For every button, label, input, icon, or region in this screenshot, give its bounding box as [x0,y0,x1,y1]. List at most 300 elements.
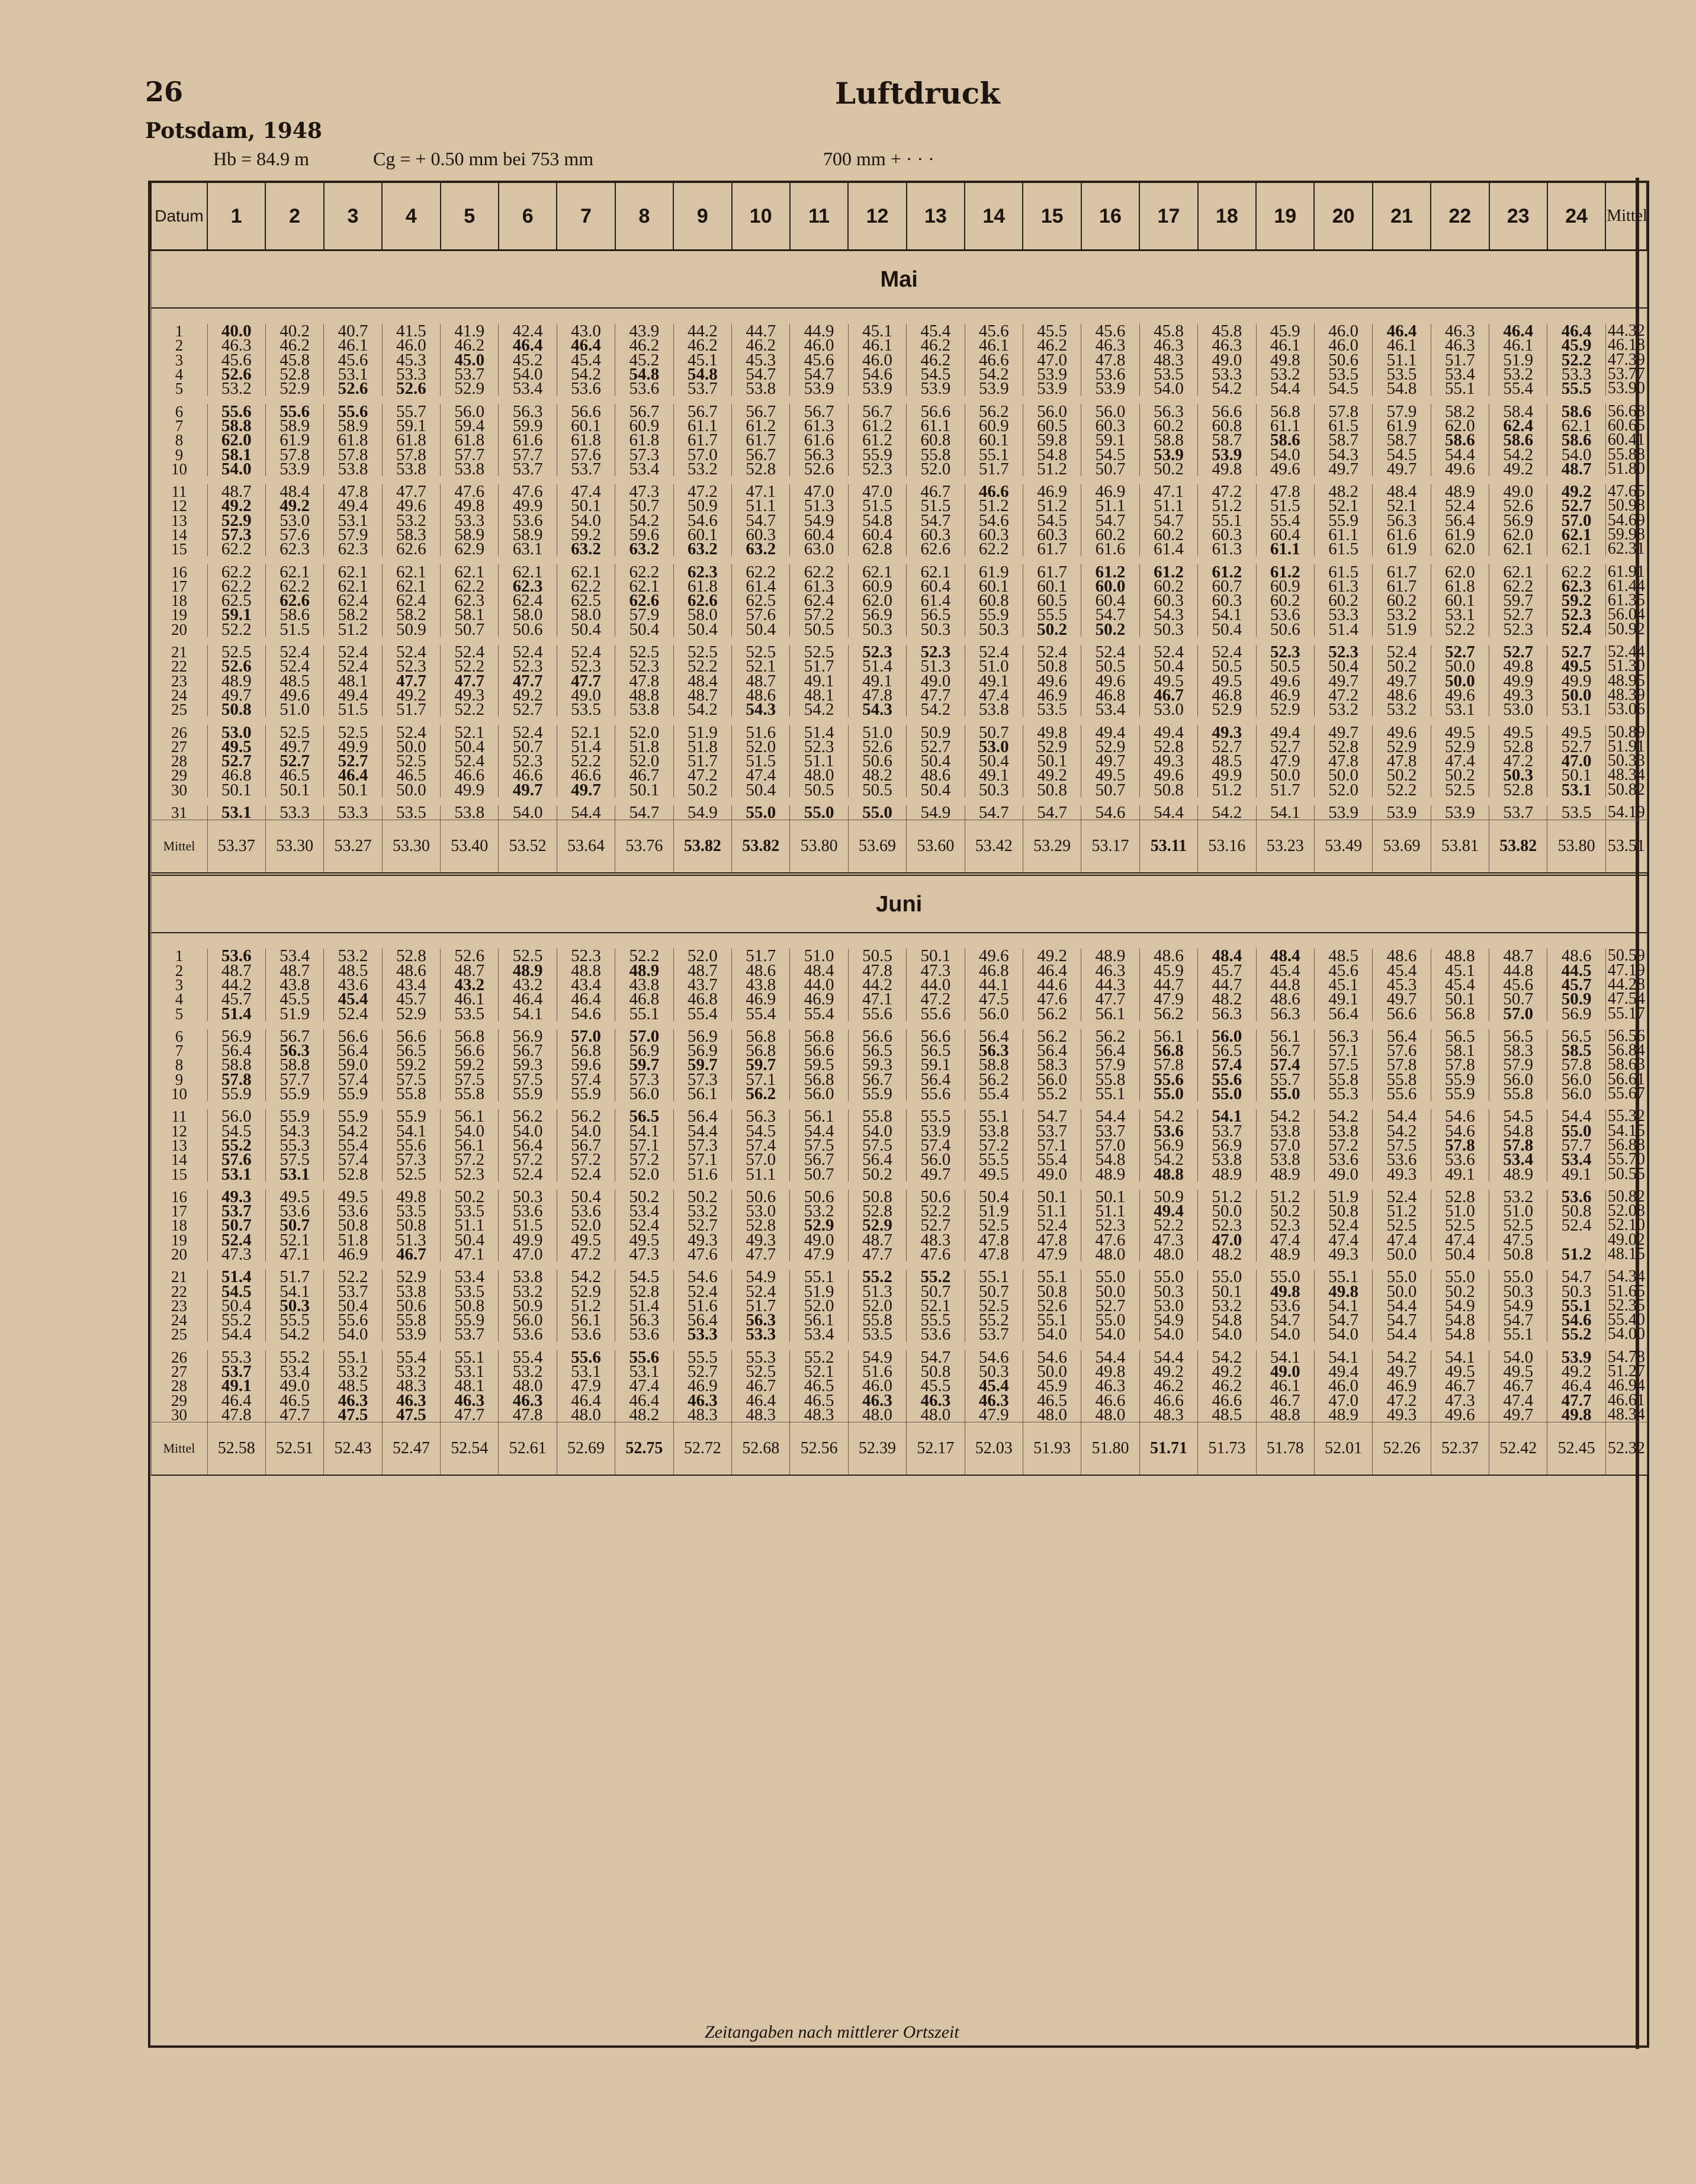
day-number: 26 [151,725,207,739]
pressure-value: 50.8 [1547,1204,1605,1218]
hourly-mean: 52.61 [499,1422,557,1476]
day-number: 21 [151,1270,207,1284]
pressure-value: 54.0 [1256,1327,1314,1341]
pressure-value: 46.9 [1023,688,1081,702]
pressure-value: 53.9 [1373,805,1431,820]
pressure-value: 46.9 [1373,1379,1431,1393]
pressure-value: 58.7 [1198,433,1256,447]
pressure-value: 50.3 [848,622,906,637]
pressure-value: 54.6 [557,1006,615,1020]
daily-mean: 46.94 [1605,1379,1647,1393]
pressure-value: 53.0 [965,740,1023,754]
pressure-value: 46.7 [1489,1379,1547,1393]
pressure-value: 52.8 [1431,1190,1489,1204]
daily-mean: 48.95 [1605,674,1647,688]
pressure-value: 52.2 [1431,622,1489,637]
pressure-value: 57.3 [615,1072,673,1087]
pressure-value: 57.3 [382,1152,440,1167]
pressure-value: 54.2 [1198,1350,1256,1364]
pressure-value: 53.4 [1547,1152,1605,1167]
pressure-value: 56.4 [1373,1029,1431,1043]
pressure-value: 53.6 [615,1327,673,1341]
hourly-mean: 52.58 [207,1422,265,1476]
daily-mean: 54.78 [1605,1350,1647,1364]
pressure-value: 49.0 [790,1233,848,1247]
pressure-value: 44.2 [848,978,906,992]
pressure-value: 52.3 [499,659,557,673]
pressure-value: 47.7 [441,674,499,688]
pressure-value: 54.8 [1431,1313,1489,1327]
pressure-value: 47.8 [207,1408,265,1422]
pressure-value: 53.6 [1373,1152,1431,1167]
pressure-value: 58.9 [265,419,323,433]
pressure-value: 55.6 [907,1006,965,1020]
pressure-value: 50.2 [848,1167,906,1181]
pressure-value: 54.2 [324,1123,382,1138]
pressure-value: 54.7 [790,367,848,381]
pressure-value: 53.1 [207,1167,265,1181]
pressure-value: 55.9 [265,1087,323,1101]
pressure-value: 46.7 [732,1379,790,1393]
pressure-value: 47.9 [790,1247,848,1261]
pressure-value: 54.1 [1256,805,1314,820]
daily-mean: 51.80 [1605,462,1647,476]
pressure-value: 53.6 [324,1204,382,1218]
pressure-value: 52.4 [1023,1218,1081,1232]
pressure-value: 54.2 [1256,1109,1314,1123]
pressure-value: 55.6 [848,1006,906,1020]
daily-mean: 50.59 [1605,949,1647,963]
pressure-value: 56.4 [673,1109,731,1123]
pressure-value: 50.0 [1314,768,1372,782]
pressure-value: 44.8 [1256,978,1314,992]
pressure-value: 62.1 [1547,419,1605,433]
day-number: 16 [151,1190,207,1204]
day-number: 13 [151,513,207,528]
pressure-value: 54.7 [1023,805,1081,820]
pressure-value: 52.2 [673,659,731,673]
pressure-value: 50.4 [557,622,615,637]
pressure-value: 56.0 [907,1152,965,1167]
pressure-value: 55.9 [557,1087,615,1101]
pressure-value: 52.1 [557,725,615,739]
pressure-value: 57.6 [207,1152,265,1167]
pressure-value: 45.7 [207,992,265,1006]
pressure-value: 49.1 [207,1379,265,1393]
pressure-value: 56.3 [790,447,848,461]
pressure-value: 57.8 [382,447,440,461]
pressure-value: 55.0 [790,805,848,820]
pressure-value: 52.4 [615,1218,673,1232]
day-number: 8 [151,1058,207,1072]
pressure-value: 52.3 [1256,645,1314,659]
pressure-value: 53.1 [324,367,382,381]
pressure-value: 47.6 [499,484,557,499]
pressure-value: 50.2 [1081,622,1139,637]
pressure-value: 54.5 [207,1123,265,1138]
pressure-value: 45.0 [441,353,499,367]
pressure-value: 52.3 [1198,1218,1256,1232]
day-number: 10 [151,1087,207,1101]
pressure-value: 56.2 [965,404,1023,418]
pressure-value: 56.6 [907,1029,965,1043]
pressure-value: 46.3 [848,1393,906,1408]
pressure-value: 51.1 [732,499,790,513]
pressure-value: 49.4 [1314,1364,1372,1379]
pressure-value: 54.9 [1431,1299,1489,1313]
day-number: 12 [151,1123,207,1138]
pressure-value: 50.6 [1256,622,1314,637]
pressure-value: 55.8 [441,1087,499,1101]
pressure-value: 55.1 [1547,1299,1605,1313]
pressure-value: 47.8 [1314,754,1372,768]
pressure-value: 53.2 [790,1204,848,1218]
day-number: 18 [151,1218,207,1232]
pressure-value: 48.7 [1489,949,1547,963]
pressure-value: 49.8 [1256,1284,1314,1298]
pressure-value: 47.7 [907,688,965,702]
pressure-value: 57.5 [848,1138,906,1152]
pressure-value: 47.2 [673,768,731,782]
pressure-value: 62.1 [848,564,906,579]
pressure-value: 60.3 [1139,593,1197,608]
pressure-value: 54.9 [732,1270,790,1284]
pressure-value: 54.1 [382,1123,440,1138]
pressure-value: 55.2 [1547,1327,1605,1341]
pressure-value: 46.3 [382,1393,440,1408]
pressure-value: 51.8 [615,740,673,754]
pressure-value: 58.6 [1256,433,1314,447]
pressure-value: 52.1 [265,1233,323,1247]
pressure-value: 52.6 [207,367,265,381]
pressure-value: 62.2 [1547,564,1605,579]
daily-mean: 47.39 [1605,353,1647,367]
pressure-value: 59.5 [790,1058,848,1072]
pressure-value: 53.7 [1489,805,1547,820]
pressure-value: 56.2 [732,1087,790,1101]
pressure-value: 54.4 [1256,381,1314,396]
pressure-value: 62.3 [1547,579,1605,593]
pressure-value: 54.8 [1431,1327,1489,1341]
day-number: 26 [151,1350,207,1364]
pressure-value: 48.2 [848,768,906,782]
pressure-value: 48.0 [499,1379,557,1393]
pressure-value: 56.0 [1489,1072,1547,1087]
pressure-value: 52.2 [1139,1218,1197,1232]
pressure-value: 59.7 [615,1058,673,1072]
pressure-value: 50.4 [1198,622,1256,637]
pressure-value: 43.8 [265,978,323,992]
pressure-value: 49.5 [557,1233,615,1247]
pressure-value: 45.1 [1431,963,1489,978]
pressure-value: 50.8 [324,1218,382,1232]
pressure-value: 51.5 [732,754,790,768]
pressure-value: 55.4 [324,1138,382,1152]
daily-mean: 47.65 [1605,484,1647,499]
pressure-value: 53.1 [324,513,382,528]
daily-mean: 50.92 [1605,622,1647,637]
pressure-value: 49.7 [1373,674,1431,688]
pressure-value: 61.6 [499,433,557,447]
pressure-value: 49.9 [499,1233,557,1247]
pressure-value: 49.6 [1431,688,1489,702]
pressure-value: 60.1 [965,433,1023,447]
pressure-value: 54.0 [1256,447,1314,461]
pressure-value: 55.8 [907,447,965,461]
pressure-value: 50.7 [907,1284,965,1298]
pressure-value: 49.0 [1023,1167,1081,1181]
table-row [151,484,1647,499]
pressure-value: 54.1 [1314,1350,1372,1364]
pressure-value: 56.3 [1198,1006,1256,1020]
pressure-value: 50.0 [1256,768,1314,782]
pressure-value: 46.5 [265,1393,323,1408]
pressure-value: 59.1 [382,419,440,433]
pressure-value: 52.8 [615,1284,673,1298]
pressure-value: 60.3 [907,528,965,542]
table-row [151,1204,1647,1218]
pressure-value: 56.4 [1023,1043,1081,1058]
pressure-value: 60.9 [1256,579,1314,593]
pressure-value: 56.1 [441,1138,499,1152]
pressure-value: 61.3 [1198,542,1256,556]
pressure-value: 53.2 [1198,1299,1256,1313]
pressure-value: 57.9 [324,528,382,542]
pressure-value: 56.2 [1023,1006,1081,1020]
pressure-value: 53.1 [1431,702,1489,717]
pressure-value: 58.8 [207,1058,265,1072]
pressure-value: 47.9 [1023,1247,1081,1261]
pressure-value: 47.0 [1023,353,1081,367]
pressure-value: 52.5 [965,1299,1023,1313]
pressure-value: 53.5 [1547,805,1605,820]
daily-mean: 52.44 [1605,645,1647,659]
pressure-value: 52.7 [1547,740,1605,754]
pressure-value: 52.4 [499,1167,557,1181]
pressure-value: 54.0 [499,805,557,820]
day-number: 1 [151,949,207,963]
daily-mean: 55.40 [1605,1313,1647,1327]
pressure-value: 49.5 [1547,659,1605,673]
pressure-value: 61.6 [790,433,848,447]
pressure-value: 55.2 [207,1138,265,1152]
pressure-value: 56.9 [673,1043,731,1058]
pressure-value: 48.3 [673,1408,731,1422]
pressure-value: 53.5 [1139,367,1197,381]
pressure-value: 46.0 [382,338,440,352]
day-number: 23 [151,1299,207,1313]
pressure-value: 49.5 [1547,725,1605,739]
pressure-value: 43.2 [441,978,499,992]
pressure-value: 45.8 [1198,324,1256,338]
pressure-value: 46.3 [1081,1379,1139,1393]
pressure-value: 53.6 [557,1327,615,1341]
pressure-value: 45.5 [265,992,323,1006]
pressure-value: 49.5 [1081,768,1139,782]
pressure-value: 52.7 [1489,645,1547,659]
pressure-value: 58.6 [265,608,323,622]
pressure-value: 44.8 [1489,963,1547,978]
pressure-value: 54.0 [1023,1327,1081,1341]
pressure-value: 52.4 [1373,1190,1431,1204]
hourly-mean: 52.17 [907,1422,965,1476]
pressure-value: 52.4 [732,1284,790,1298]
pressure-value: 55.5 [265,1313,323,1327]
pressure-value: 54.5 [1314,381,1372,396]
pressure-value: 49.3 [732,1233,790,1247]
pressure-value: 43.4 [557,978,615,992]
pressure-value: 53.2 [1314,702,1372,717]
pressure-value: 54.2 [673,702,731,717]
pressure-value: 52.7 [324,754,382,768]
pressure-value: 50.3 [499,1190,557,1204]
day-number: 29 [151,1393,207,1408]
pressure-value: 46.7 [1431,1379,1489,1393]
pressure-value: 48.8 [1139,1167,1197,1181]
pressure-value: 46.3 [673,1393,731,1408]
pressure-value: 50.2 [1256,1204,1314,1218]
pressure-value: 62.1 [382,564,440,579]
pressure-value: 54.7 [732,367,790,381]
monthly-mean-row [151,1422,1647,1476]
hourly-mean: 53.64 [557,820,615,875]
pressure-value: 48.0 [907,1408,965,1422]
pressure-value: 53.7 [1198,1123,1256,1138]
pressure-value: 55.4 [790,1006,848,1020]
pressure-value: 53.7 [499,462,557,476]
pressure-value: 53.6 [1139,1123,1197,1138]
pressure-value: 53.1 [441,1364,499,1379]
pressure-value: 49.7 [265,740,323,754]
pressure-value: 47.4 [1256,1233,1314,1247]
daily-mean: 48.34 [1605,1408,1647,1422]
pressure-value: 50.1 [615,783,673,797]
pressure-value: 52.2 [324,1270,382,1284]
pressure-value: 46.1 [1256,338,1314,352]
pressure-value: 54.7 [1081,608,1139,622]
daily-mean: 50.98 [1605,499,1647,513]
pressure-value: 48.9 [1489,1167,1547,1181]
pressure-value: 49.9 [499,499,557,513]
table-row [151,740,1647,754]
pressure-value: 57.2 [615,1152,673,1167]
pressure-value: 47.2 [1373,1393,1431,1408]
pressure-value: 52.0 [615,1167,673,1181]
pressure-value: 57.1 [615,1138,673,1152]
hour-header: 20 [1314,183,1372,250]
pressure-value: 53.8 [382,1284,440,1298]
pressure-value: 61.1 [673,419,731,433]
pressure-value: 53.5 [1023,702,1081,717]
pressure-value: 60.1 [965,579,1023,593]
pressure-value: 54.7 [732,513,790,528]
pressure-value: 52.4 [382,725,440,739]
pressure-value: 50.0 [1081,1284,1139,1298]
pressure-value: 57.7 [1547,1138,1605,1152]
pressure-value: 48.7 [673,963,731,978]
pressure-value: 53.2 [673,1204,731,1218]
pressure-value: 56.7 [557,1138,615,1152]
pressure-value: 60.2 [1256,593,1314,608]
pressure-value: 50.1 [1081,1190,1139,1204]
hourly-mean: 52.51 [265,1422,323,1476]
pressure-value: 53.6 [1256,1299,1314,1313]
pressure-value: 49.8 [1314,1284,1372,1298]
pressure-value: 53.7 [207,1364,265,1379]
pressure-value: 55.2 [1023,1087,1081,1101]
pressure-value: 51.1 [790,754,848,768]
hourly-mean: 53.52 [499,820,557,875]
pressure-value: 61.8 [673,579,731,593]
pressure-value: 52.8 [324,1167,382,1181]
pressure-value: 55.1 [1314,1270,1372,1284]
pressure-value: 56.3 [1256,1006,1314,1020]
pressure-value: 47.8 [1373,754,1431,768]
pressure-value: 55.3 [207,1350,265,1364]
pressure-value: 50.3 [965,622,1023,637]
pressure-value: 53.7 [557,462,615,476]
pressure-value: 56.3 [499,404,557,418]
pressure-value: 57.0 [615,1029,673,1043]
pressure-value: 56.2 [1139,1006,1197,1020]
pressure-value: 55.0 [1081,1313,1139,1327]
spacer [151,637,1647,645]
day-number: 11 [151,484,207,499]
spacer [151,717,1647,725]
pressure-value: 46.4 [499,338,557,352]
pressure-value: 54.9 [907,805,965,820]
pressure-value: 54.2 [965,367,1023,381]
pressure-value: 54.0 [499,367,557,381]
pressure-value: 53.3 [1547,367,1605,381]
pressure-value: 55.6 [265,404,323,418]
pressure-value: 49.8 [1547,1408,1605,1422]
pressure-value: 48.6 [732,688,790,702]
pressure-value: 46.0 [1314,1379,1372,1393]
pressure-value: 49.5 [207,740,265,754]
pressure-value: 52.8 [732,462,790,476]
pressure-value: 60.8 [965,593,1023,608]
pressure-value: 54.0 [557,513,615,528]
pressure-value: 50.5 [1256,659,1314,673]
pressure-value: 49.2 [1489,462,1547,476]
pressure-value: 44.1 [965,978,1023,992]
pressure-value: 57.8 [1314,404,1372,418]
pressure-value: 58.6 [1489,433,1547,447]
pressure-value: 60.1 [1023,579,1081,593]
hour-header: 22 [1431,183,1489,250]
pressure-value: 49.4 [1256,725,1314,739]
pressure-value: 49.4 [1139,1204,1197,1218]
pressure-value: 59.7 [732,1058,790,1072]
table-row [151,805,1647,820]
pressure-value: 52.9 [1023,740,1081,754]
pressure-value: 50.4 [557,1190,615,1204]
pressure-value: 52.0 [732,740,790,754]
pressure-value: 55.0 [1198,1087,1256,1101]
pressure-value: 50.8 [382,1218,440,1232]
pressure-value: 48.1 [790,688,848,702]
pressure-value: 49.1 [848,674,906,688]
pressure-value: 48.5 [324,1379,382,1393]
day-number: 5 [151,381,207,396]
day-number: 4 [151,992,207,1006]
hourly-mean: 53.17 [1081,820,1139,875]
pressure-value: 46.4 [615,1393,673,1408]
pressure-value: 47.4 [557,484,615,499]
daily-mean: 59.98 [1605,528,1647,542]
pressure-value: 51.1 [732,1167,790,1181]
